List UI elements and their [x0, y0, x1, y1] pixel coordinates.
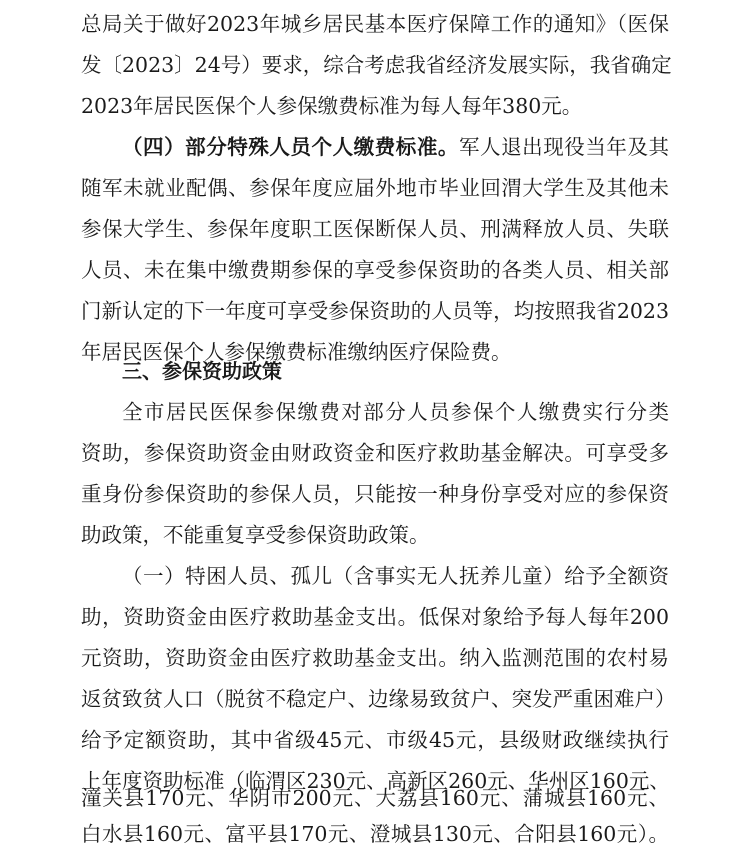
body-text-line: 参保大学生、参保年度职工医保断保人员、刑满释放人员、失联: [81, 217, 669, 241]
body-text-line: 发〔2023〕24号）要求，综合考虑我省经济发展实际，我省确定: [81, 53, 672, 77]
body-text-line: 随军未就业配偶、参保年度应届外地市毕业回渭大学生及其他未: [81, 176, 669, 200]
body-text-line: 白水县160元、富平县170元、澄城县130元、合阳县160元）。: [81, 822, 669, 846]
body-text-line: 上年度资助标准（临渭区230元、高新区260元、华州区160元、: [81, 769, 670, 793]
body-text-line: 潼关县170元、华阴市200元、大荔县160元、蒲城县160元、: [81, 786, 669, 810]
body-text-line: 重身份参保资助的参保人员，只能按一种身份享受对应的参保资: [81, 482, 669, 506]
body-text-line: 助政策，不能重复享受参保资助政策。: [81, 523, 430, 547]
body-text-span: 军人退出现役当年及其: [458, 135, 670, 159]
body-text-line: 2023年居民医保个人参保缴费标准为每人每年380元。: [81, 94, 583, 118]
body-text-line: 给予定额资助，其中省级45元、市级45元，县级财政继续执行: [81, 728, 669, 752]
body-text-line: 资助，参保资助资金由财政资金和医疗救助基金解决。可享受多: [81, 441, 669, 465]
body-text-line: 门新认定的下一年度可享受参保资助的人员等，均按照我省2023: [81, 299, 669, 323]
section-heading: 三、参保资助政策: [122, 359, 282, 383]
body-text-line: 元资助，资助资金由医疗救助基金支出。纳入监测范围的农村易: [81, 646, 669, 670]
body-text-line: 返贫致贫人口（脱贫不稳定户、边缘易致贫户、突发严重困难户）: [81, 687, 676, 711]
body-text-line: （一）特困人员、孤儿（含事实无人抚养儿童）给予全额资: [122, 564, 669, 588]
body-text-line: 年居民医保个人参保缴费标准缴纳医疗保险费。: [81, 340, 512, 364]
bold-subheading: （四）部分特殊人员个人缴费标准。: [122, 135, 459, 159]
body-text-line: 全市居民医保参保缴费对部分人员参保个人缴费实行分类: [122, 400, 669, 424]
body-text-line: 助，资助资金由医疗救助基金支出。低保对象给予每人每年200: [81, 605, 669, 629]
body-text-line: 总局关于做好2023年城乡居民基本医疗保障工作的通知》（医保: [81, 12, 669, 36]
body-text-line: [122, 125, 669, 169]
body-text-line: 人员、未在集中缴费期参保的享受参保资助的各类人员、相关部: [81, 258, 669, 282]
